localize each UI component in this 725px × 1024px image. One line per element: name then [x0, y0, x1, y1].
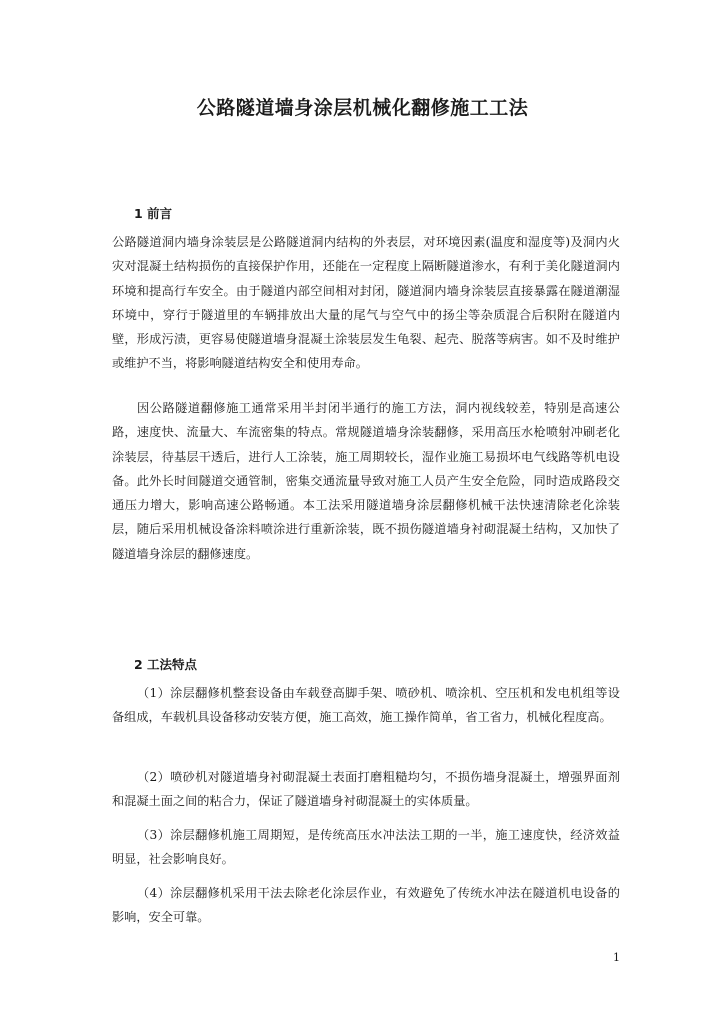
- feature-item-2: （2）喷砂机对隧道墙身衬砌混凝土表面打磨粗糙均匀，不损伤墙身混凝土，增强界面剂和混凝土面之间的粘合力，保证了隧道墙身衬砌混凝土的实体质量。: [112, 770, 620, 809]
- page-title: 公路隧道墙身涂层机械化翻修施工工法: [196, 97, 529, 119]
- feature-item-1: （1）涂层翻修机整套设备由车载登高脚手架、喷砂机、喷涂机、空压机和发电机组等设备组成，车载机具设备移动安装方便，施工高效，施工操作简单，省工省力，机械化程度高。: [112, 686, 620, 725]
- page-number: 1: [613, 951, 620, 964]
- preface-paragraph-2: 因公路隧道翻修施工通常采用半封闭半通行的施工方法，洞内视线较差，特别是高速公路，速度快、流量大、车流密集的特点。常规隧道墙身涂装翻修，采用高压水枪喷射冲刷老化涂装层，待基层干透后，进行人工涂装，施工周期较长，湿作业施工易损坏电气线路等机电设备。此外长时间隧道交通管制，密集交通流量导致对施工人员产生安全危险，同时造成路段交通压力增大，影响高速公路畅通。本工法采用隧道墙身涂层翻修机械干法快速清除老化涂装层，随后采用机械设备涂料喷涂进行重新涂装，既不损伤隧道墙身衬砌混凝土结构，又加快了隧道墙身涂层的翻修速度。: [112, 401, 620, 561]
- feature-item-4: （4）涂层翻修机采用干法去除老化涂层作业，有效避免了传统水冲法在隧道机电设备的影响，安全可靠。: [112, 886, 620, 925]
- section-heading-preface: 1 前言: [134, 206, 173, 221]
- section-heading-features: 2 工法特点: [134, 657, 198, 672]
- feature-item-3: （3）涂层翻修机施工周期短，是传统高压水冲法法工期的一半，施工速度快，经济效益明显，社会影响良好。: [112, 828, 620, 867]
- preface-paragraph-1: 公路隧道洞内墙身涂装层是公路隧道洞内结构的外表层，对环境因素(温度和湿度等)及洞内火灾对混凝土结构损伤的直接保护作用，还能在一定程度上隔断隧道渗水，有利于美化隧道洞内环境和提高行车安全。由于隧道内部空间相对封闭，隧道洞内墙身涂装层直接暴露在隧道潮湿环境中，穿行于隧道里的车辆排放出大量的尾气与空气中的扬尘等杂质混合后积附在隧道内壁，形成污渍，更容易使隧道墙身混凝土涂装层发生龟裂、起壳、脱落等病害。如不及时维护或维护不当，将影响隧道结构安全和使用寿命。: [112, 235, 620, 371]
